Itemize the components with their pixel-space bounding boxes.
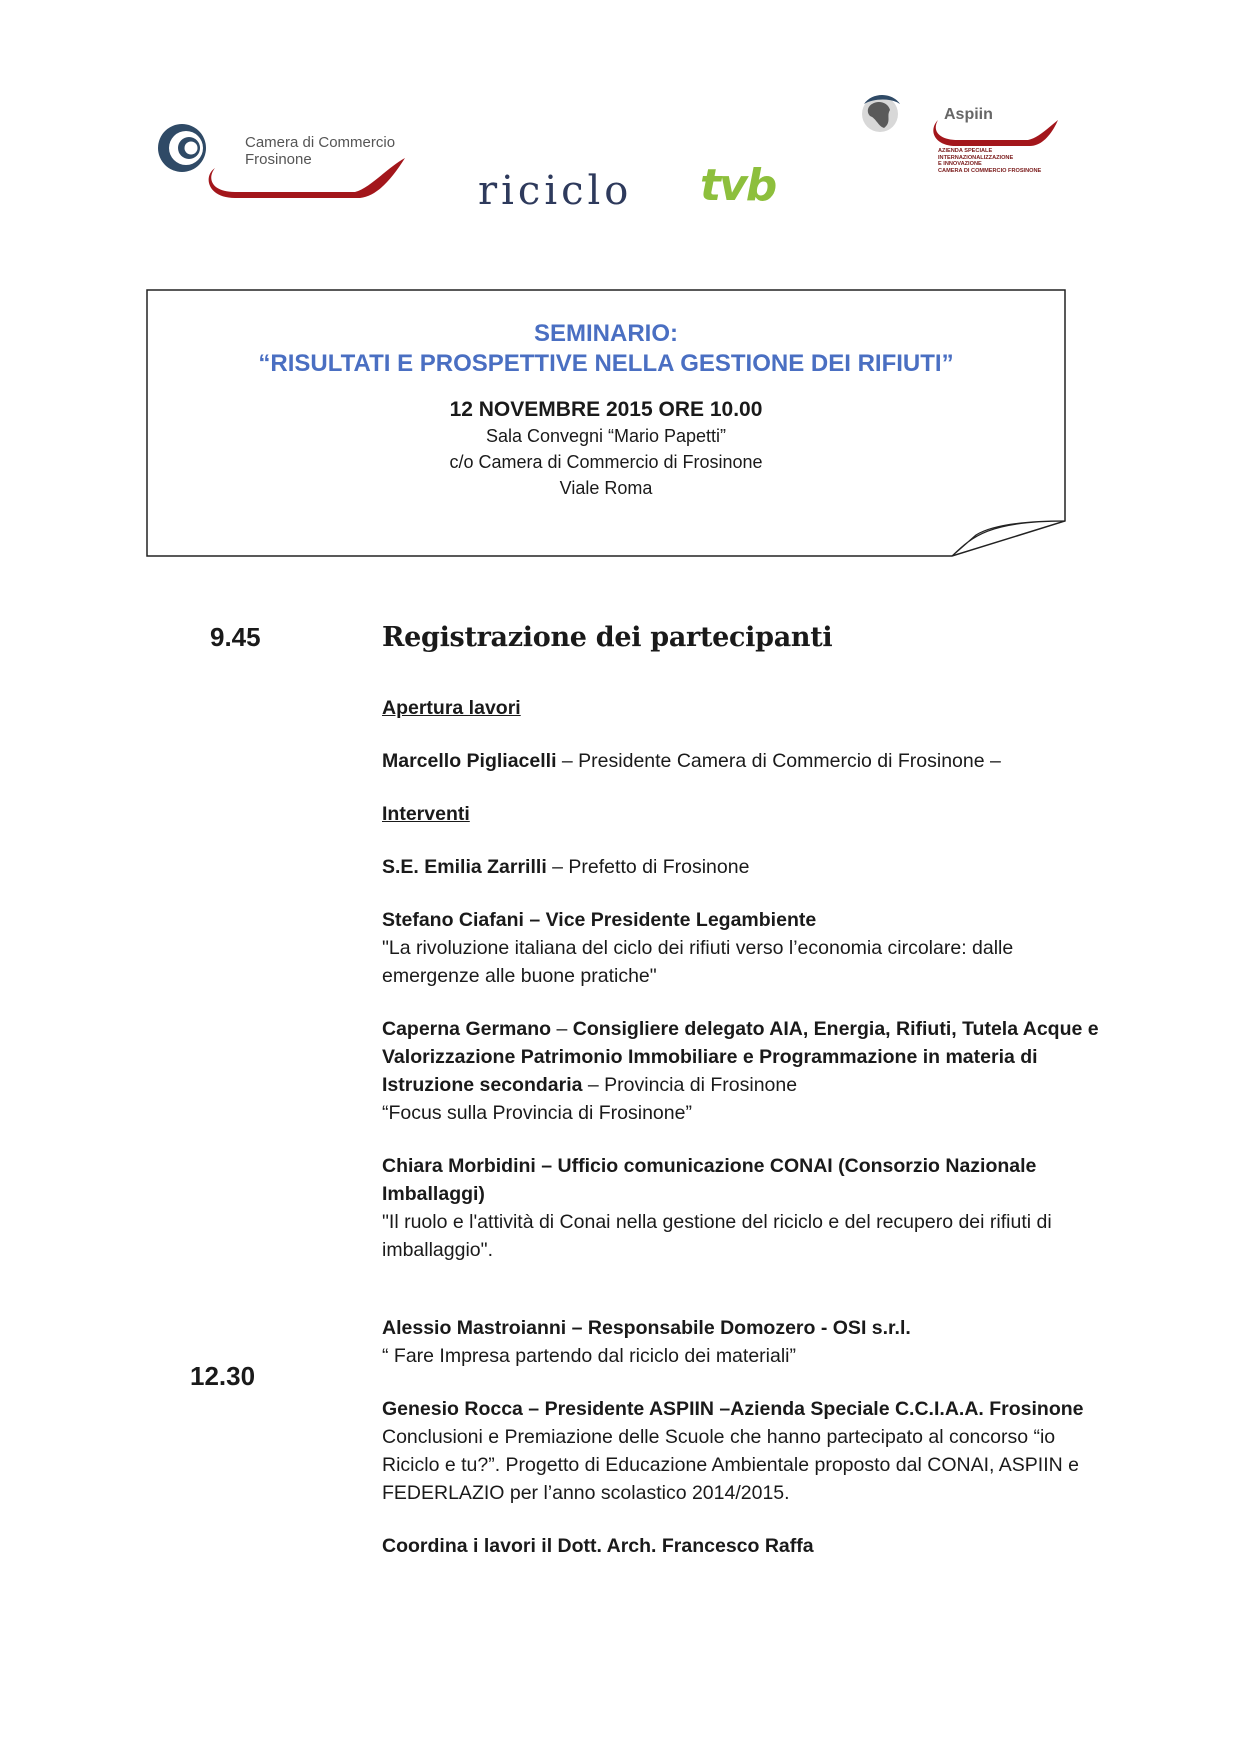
opening-heading: Apertura lavori [382,697,521,719]
speaker-zarrilli [382,853,1102,881]
closing-text: Conclusioni e Premiazione delle Scuole che hanno partecipato al concorso “io Riciclo e tu?”. Progetto di Educazione Ambientale proposto dal CONAI, ASPIIN e FEDERLAZIO per l’anno scolastico 2014/2015. [382,1426,1079,1504]
talk-title: “ Fare Impresa partendo dal riciclo dei materiali” [382,1345,796,1367]
speaker-role: – Prefetto di Frosinone [546,856,750,878]
talk-title: "La rivoluzione italiana del ciclo dei rifiuti verso l’economia circolare: dalle emergenze alle buone pratiche" [382,937,1014,987]
speaker-dash: – [551,1018,573,1040]
camera-commercio-logo [155,118,415,208]
speaker-role: – Provincia di Frosinone [582,1074,798,1096]
speaker-caperna [382,1015,1102,1127]
seminar-street: Viale Roma [559,478,653,498]
time-registration: 9.45 [210,622,261,652]
aspiin-sub1: AZIENDA SPECIALE [938,148,993,154]
interventi-heading: Interventi [382,803,470,825]
aspiin-emblem-icon [858,90,1068,190]
aspiin-sub3: E INNOVAZIONE [938,161,982,167]
seminar-venue: Sala Convegni “Mario Papetti” [485,426,727,446]
aspiin-name: Aspiin [944,106,993,123]
camera-line1: Camera di Commercio [245,134,396,151]
speaker-name: Alessio Mastroianni – Responsabile Domozero - OSI s.r.l. [382,1317,911,1339]
speaker-name: Marcello Pigliacelli [382,750,557,772]
speaker-rocca [382,1395,1102,1507]
aspiin-subtitle [938,148,1041,174]
aspiin-sub2: INTERNAZIONALIZZAZIONE [938,154,1014,161]
speaker-role-bold: Consigliere delegato AIA, Energia, Rifiuti, Tutela Acque e Valorizzazione Patrimonio Immobiliare e Programmazione in materia di Istruzione secondaria [382,1018,1099,1096]
riciclo-tvb-logo [478,162,838,232]
speaker-name: Chiara Morbidini – Ufficio comunicazione CONAI (Consorzio Nazionale Imballaggi) [382,1155,1037,1205]
opening-speaker [382,747,1102,775]
seminar-place: c/o Camera di Commercio di Frosinone [449,452,763,472]
speaker-name: Genesio Rocca – Presidente ASPIIN –Azienda Speciale C.C.I.A.A. Frosinone [382,1398,1084,1420]
speaker-mastroianni [382,1314,1102,1370]
seminar-title: “RISULTATI E PROSPETTIVE NELLA GESTIONE DEI RIFIUTI” [258,350,954,377]
camera-line2: Frosinone [245,151,312,168]
time-afternoon: 12.30 [190,1361,256,1391]
riciclo-word: riciclo [478,168,633,214]
camera-commercio-text [245,134,395,168]
aspiin-logo [858,90,1068,190]
speaker-role: – Presidente Camera di Commercio di Frosinone – [556,750,1001,772]
registration-heading: Registrazione dei partecipanti [382,622,833,653]
speaker-name: S.E. Emilia Zarrilli [382,856,547,878]
seminar-date: 12 NOVEMBRE 2015 ORE 10.00 [449,398,763,421]
program [382,622,1102,1585]
seminar-box [146,289,1066,557]
seminar-label: SEMINARIO: [534,320,678,347]
speaker-name: Caperna Germano [382,1018,552,1040]
speaker-morbidini [382,1152,1102,1264]
speaker-ciafani [382,906,1102,990]
talk-title: “Focus sulla Provincia di Frosinone” [382,1102,692,1124]
tvb-word: tvb [700,160,776,211]
talk-title: "Il ruolo e l'attività di Conai nella gestione del riciclo e del recupero dei rifiuti di imballaggio". [382,1211,1052,1261]
seminar-info [146,319,1066,501]
coordinator: Coordina i lavori il Dott. Arch. Francesco Raffa [382,1535,814,1557]
speaker-name: Stefano Ciafani – Vice Presidente Legambiente [382,909,817,931]
aspiin-sub4: CAMERA DI COMMERCIO FROSINONE [938,167,1042,174]
